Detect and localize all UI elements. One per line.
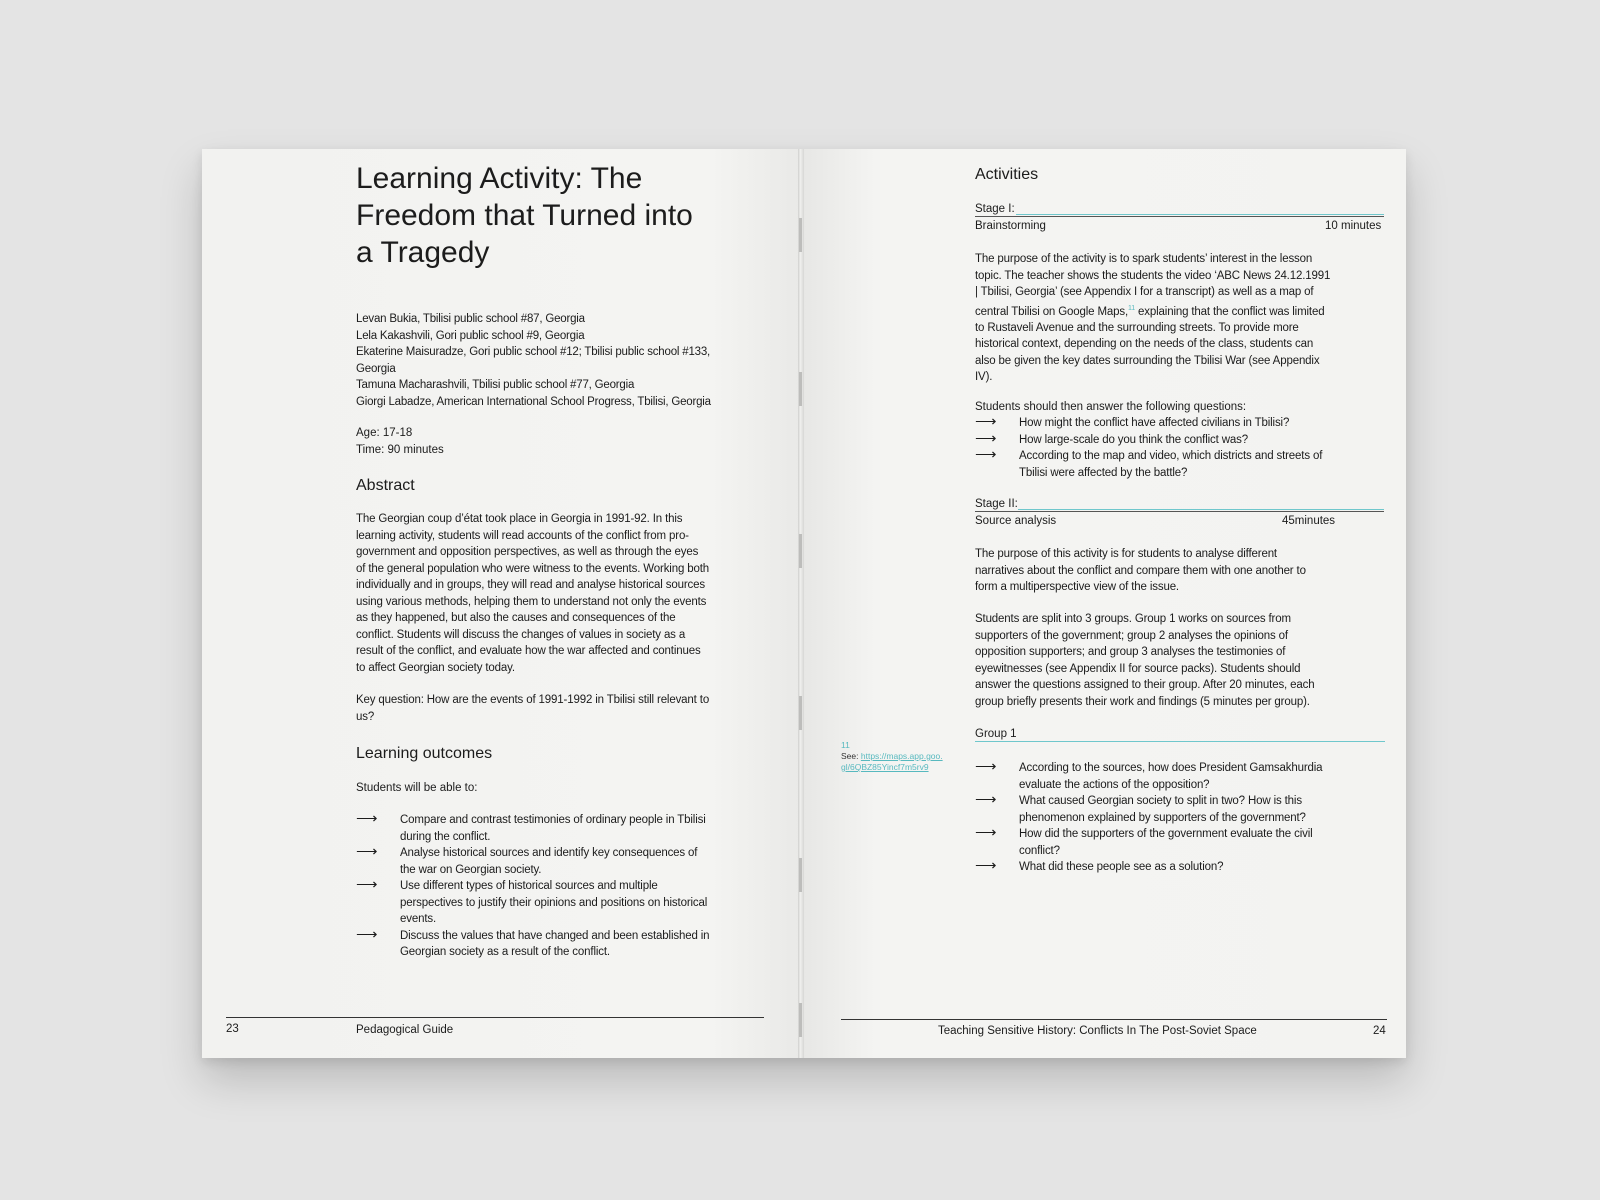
author-line: Giorgi Labadze, American International School Progress, Tbilisi, Georgia xyxy=(356,395,711,408)
stage2-groups: Students are split into 3 groups. Group 1 works on sources from supporters of the government; group 2 analyses the opinions of opposition supporters; and group 3 analyses the testimonies of eyewitnesses (see Appendix II for source packs). Students should answer the questions assigned to their group. After 20 minutes, each group briefly presents their work and findings (5 minutes per group). xyxy=(975,613,1315,708)
list-item: ⟶ Use different types of historical sources and multiple perspectives to justify their opinions and positions on historical events. xyxy=(356,876,708,925)
abstract-body: The Georgian coup d’état took place in Georgia in 1991-92. In this learning activity, students will read accounts of the conflict from pro- government and opposition perspectives, as well as through the eyes of the general population who were witness to the events. Working both individually and in groups, they will read and analyse historical sources using various methods, helping them to understand not only the events as they happened, but also the causes and consequences of the conflict. Students will discuss the changes of values in society as a result of the conflict, and evaluate how the war affected and continues to affect Georgian society today. xyxy=(356,513,710,674)
stage1-rule xyxy=(1016,214,1384,215)
list-item: ⟶ What did these people see as a solution? xyxy=(975,857,1224,874)
list-item: ⟶ According to the sources, how does President Gamsakhurdia evaluate the actions of the opposition? xyxy=(975,758,1323,791)
page-title: Learning Activity: The Freedom that Turned into a Tragedy xyxy=(356,162,693,269)
binding-stitch xyxy=(799,218,802,252)
footer-rule xyxy=(841,1019,1387,1020)
footnote-link[interactable]: gl/6QBZ85Yincf7m5rv9 xyxy=(841,762,929,772)
stage2-description: The purpose of this activity is for students to analyse different narratives about the conflict and compare them with one another to form a multiperspective view of the issue. xyxy=(975,548,1306,593)
outcomes-intro: Students will be able to: xyxy=(356,782,478,794)
stage1-time: 10 minutes xyxy=(1325,220,1382,232)
stage2-label: Stage II: xyxy=(975,498,1018,510)
arrow-icon: ⟶ xyxy=(975,758,997,775)
age-text: Age: 17-18 xyxy=(356,427,413,439)
activity-meta xyxy=(356,425,444,458)
stage1-description: The purpose of the activity is to spark students’ interest in the lesson topic. The teacher shows the students the video ‘ABC News 24.12.1991 | Tbilisi, Georgia’ (see Appendix I for a transcript) as well as a map of central Tbilisi on Google Maps,$^{11}$ explaining that the conflict was limited to Rustaveli Avenue and the surrounding streets. To provide more historical context, depending on the needs of the class, students can also be given the key dates surrounding the Tbilisi War (see Appendix IV). xyxy=(975,253,1331,384)
stage2-name: Source analysis xyxy=(975,515,1057,527)
author-line: Ekaterine Maisuradze, Gori public school #12; Tbilisi public school #133, xyxy=(356,346,711,358)
list-item: ⟶ How might the conflict have affected civilians in Tbilisi? xyxy=(975,413,1290,430)
group1-label: Group 1 xyxy=(975,728,1017,740)
book-gutter xyxy=(798,149,804,1058)
key-question: Key question: How are the events of 1991-1992 in Tbilisi still relevant to us? xyxy=(356,694,710,723)
arrow-icon: ⟶ xyxy=(975,413,997,430)
list-item: ⟶ Analyse historical sources and identify key consequences of the war on Georgian society. xyxy=(356,843,698,876)
list-item: ⟶ What caused Georgian society to split in two? How is this phenomenon explained by supporters of the government? xyxy=(975,791,1306,824)
group1-questions xyxy=(975,760,1375,876)
list-item: ⟶ According to the map and video, which districts and streets of Tbilisi were affected by the battle? xyxy=(975,446,1323,479)
footnote-ref: 11 xyxy=(1128,304,1135,312)
footnote-number: 11 xyxy=(841,740,850,750)
list-item: ⟶ Compare and contrast testimonies of ordinary people in Tbilisi during the conflict. xyxy=(356,810,706,843)
stage1-name: Brainstorming xyxy=(975,220,1046,232)
author-line: Lela Kakashvili, Gori public school #9, Georgia xyxy=(356,329,585,342)
footer-title: Teaching Sensitive History: Conflicts In The Post-Soviet Space xyxy=(938,1025,1257,1037)
footnote xyxy=(841,740,953,773)
list-item: ⟶ Discuss the values that have changed and been established in Georgian society as a result of the conflict. xyxy=(356,925,710,958)
binding-stitch xyxy=(799,696,802,730)
binding-stitch xyxy=(799,534,802,568)
author-line: Tamuna Macharashvili, Tbilisi public school #77, Georgia xyxy=(356,379,635,391)
stage2-rule xyxy=(1018,509,1384,510)
list-item: ⟶ How did the supporters of the government evaluate the civil conflict? xyxy=(975,824,1313,857)
footer-title: Pedagogical Guide xyxy=(356,1024,454,1036)
time-text: Time: 90 minutes xyxy=(356,443,444,456)
arrow-icon: ⟶ xyxy=(975,429,997,447)
abstract-heading: Abstract xyxy=(356,477,415,494)
list-item: ⟶ How large-scale do you think the conflict was? xyxy=(975,429,1248,447)
binding-stitch xyxy=(799,858,802,892)
stage2-time: 45minutes xyxy=(1282,515,1336,527)
binding-stitch xyxy=(799,1003,802,1037)
arrow-icon: ⟶ xyxy=(356,810,378,827)
footer-rule xyxy=(226,1017,764,1018)
outcomes-list xyxy=(356,812,746,961)
questions-intro: Students should then answer the following questions: xyxy=(975,401,1247,413)
author-list xyxy=(356,311,756,410)
footnote-link[interactable]: https://maps.app.goo. xyxy=(860,751,943,761)
page-number: 24 xyxy=(1373,1025,1386,1037)
footnote-see: See: xyxy=(841,751,859,761)
arrow-icon: ⟶ xyxy=(975,824,997,841)
group1-rule xyxy=(975,741,1385,742)
author-line: Levan Bukia, Tbilisi public school #87, Georgia xyxy=(356,313,585,325)
arrow-icon: ⟶ xyxy=(356,843,378,860)
page-number: 23 xyxy=(226,1023,239,1035)
stage1-label: Stage I: xyxy=(975,203,1015,215)
arrow-icon: ⟶ xyxy=(356,876,378,893)
stage1-questions xyxy=(975,415,1375,481)
activities-heading: Activities xyxy=(975,166,1039,183)
arrow-icon: ⟶ xyxy=(975,791,997,808)
stage1-underline xyxy=(975,216,1384,217)
author-line: Georgia xyxy=(356,362,396,375)
arrow-icon: ⟶ xyxy=(975,446,997,463)
binding-stitch xyxy=(799,372,802,406)
outcomes-heading: Learning outcomes xyxy=(356,745,493,762)
arrow-icon: ⟶ xyxy=(356,925,378,943)
stage2-underline xyxy=(975,511,1384,512)
arrow-icon: ⟶ xyxy=(975,857,997,874)
